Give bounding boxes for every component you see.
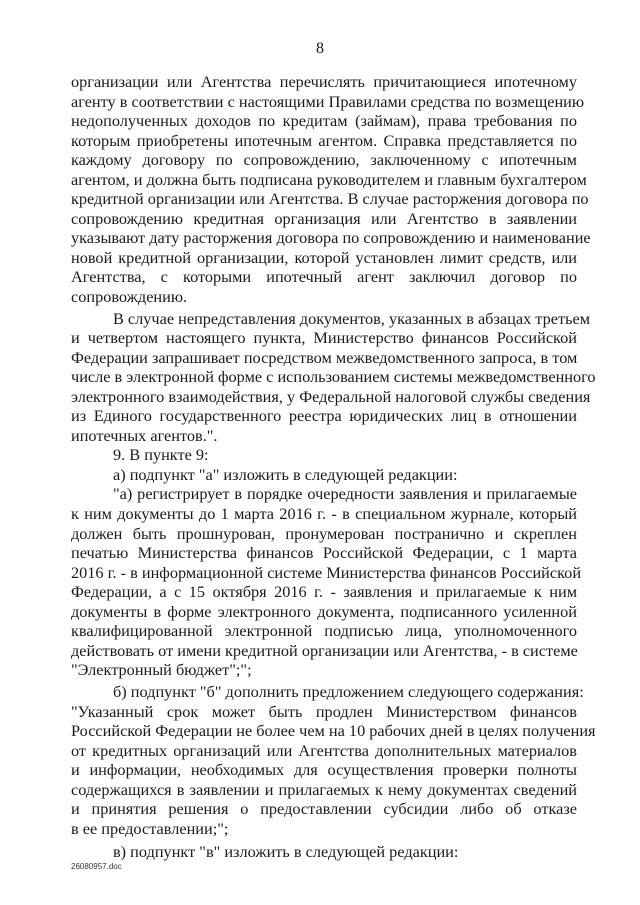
text-line: действовать от имени кредитной организации или Агентства, - в системе: [71, 640, 578, 660]
text-line: организации или Агентства перечислять причитающиеся ипотечному: [71, 72, 577, 91]
text-line: агентом, и должна быть подписана руководителем и главным бухгалтером: [71, 169, 587, 189]
text-line: от кредитных организаций или Агентства дополнительных материалов: [71, 740, 577, 760]
text-line: новой кредитной организации, которой установлен лимит средств, или: [71, 247, 577, 267]
text-line: Федерации запрашивает посредством межведомственного запроса, в том: [71, 347, 578, 367]
paragraph-first-line: "а) регистрирует в порядке очередности заявления и прилагаемые: [113, 484, 577, 504]
text-line: каждому договору по сопровождению, заключенному с ипотечным: [71, 150, 577, 170]
text-line: должен быть прошнурован, пронумерован постранично и скреплен: [71, 523, 577, 543]
text-line: печатью Министерства финансов Российской Федерации, с 1 марта: [71, 543, 577, 563]
text-line: содержащихся в заявлении и прилагаемых к нему документах сведений: [71, 779, 577, 799]
text-line: числе в электронной форме с использованием системы межведомственного: [71, 367, 596, 387]
text-line: Агентства, с которыми ипотечный агент заключил договор по: [71, 267, 577, 287]
text-line: 2016 г. - в информационной системе Министерства финансов Российской: [71, 562, 582, 582]
text-line: из Единого государственного реестра юридических лиц в отношении: [71, 406, 577, 426]
text-line: Федерации, а с 15 октября 2016 г. - заявления и прилагаемые к ним: [71, 582, 577, 602]
paragraph-first-line: В случае непредставления документов, указанных в абзацах третьем: [113, 308, 591, 328]
footer-file-code: 26080957.doc: [71, 862, 122, 871]
text-line: и информации, необходимых для осуществления проверки полноты: [71, 760, 577, 780]
subpoint-line: б) подпункт "б" дополнить предложением следующего содержания:: [113, 681, 584, 701]
document-body: [71, 72, 596, 862]
text-line: агенту в соответствии с настоящими Правилами средства по возмещению: [71, 91, 585, 111]
text-line: указывают дату расторжения договора по сопровождению и наименование: [71, 228, 591, 248]
subpoint-line: в) подпункт "в" изложить в следующей редакции:: [113, 842, 459, 862]
section-heading: 9. В пункте 9:: [113, 445, 209, 465]
text-line: ипотечных агентов.".: [71, 425, 218, 445]
text-line: к ним документы до 1 марта 2016 г. - в специальном журнале, который: [71, 504, 577, 524]
text-line: "Электронный бюджет";";: [71, 660, 252, 680]
text-line: квалифицированной электронной подписью лица, уполномоченного: [71, 621, 577, 641]
text-line: в ее предоставлении;";: [71, 818, 229, 838]
subpoint-line: а) подпункт "а" изложить в следующей редакции:: [113, 464, 458, 484]
text-line: "Указанный срок может быть продлен Министерством финансов: [71, 701, 577, 721]
text-line: Российской Федерации не более чем на 10 рабочих дней в целях получения: [71, 721, 596, 741]
text-line: которым приобретены ипотечным агентом. Справка представляется по: [71, 130, 577, 150]
text-line: сопровождению.: [71, 287, 188, 307]
text-line: сопровождению кредитная организация или Агентство в заявлении: [71, 208, 577, 228]
text-line: документы в форме электронного документа, подписанного усиленной: [71, 601, 577, 621]
text-line: кредитной организации или Агентства. В случае расторжения договора по: [71, 189, 589, 209]
text-line: электронного взаимодействия, у Федеральной налоговой службы сведения: [71, 386, 591, 406]
text-line: и принятия решения о предоставлении субсидии либо об отказе: [71, 799, 577, 819]
text-line: и четвертом настоящего пункта, Министерство финансов Российской: [71, 328, 577, 348]
page-number: 8: [316, 40, 324, 57]
text-line: недополученных доходов по кредитам (займам), права требования по: [71, 111, 577, 131]
